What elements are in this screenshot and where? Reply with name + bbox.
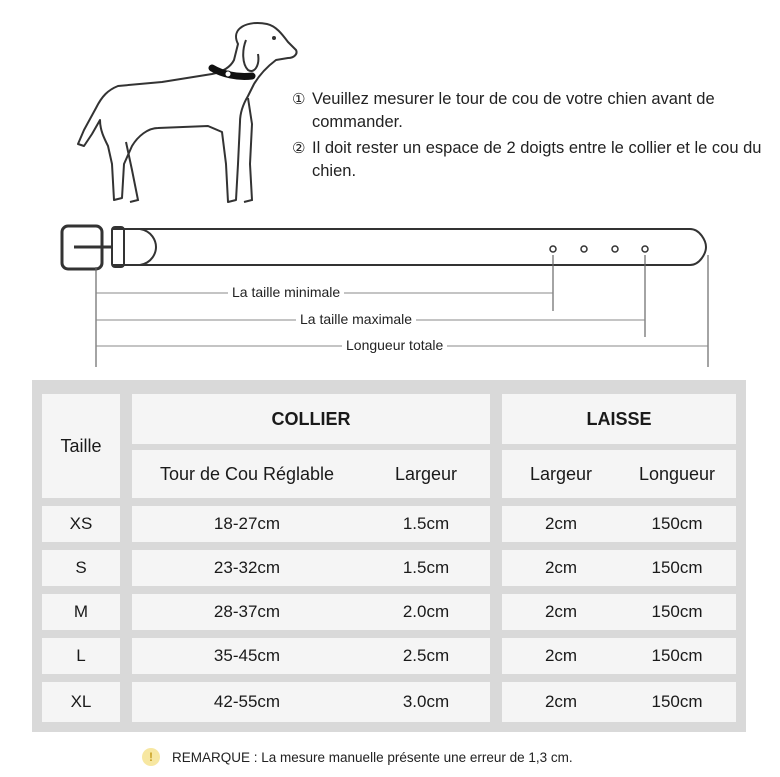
collar-width-value: 2.5cm xyxy=(402,646,450,665)
dog-illustration xyxy=(62,14,298,212)
collar-cells xyxy=(132,550,490,586)
instruction-number: ① xyxy=(292,91,306,108)
instruction-text: Il doit rester un espace de 2 doigts entre le collier et le cou du chien. xyxy=(312,139,762,180)
instruction-1 xyxy=(292,88,762,134)
instructions xyxy=(292,88,762,186)
collar-cells xyxy=(132,638,490,674)
leash-cells xyxy=(502,506,736,542)
leash-cells xyxy=(502,594,736,630)
leash-width-value: 2cm xyxy=(544,558,578,577)
neck-value: 28-37cm xyxy=(213,602,281,621)
collar-cells xyxy=(132,506,490,542)
leash-length-header: Longueur xyxy=(638,463,716,484)
neck-value: 18-27cm xyxy=(213,514,281,533)
warning-icon: ! xyxy=(142,748,160,766)
remark-text: REMARQUE : La mesure manuelle présente une erreur de 1,3 cm. xyxy=(172,749,573,765)
size-cell: XL xyxy=(42,682,120,722)
leash-length-value: 150cm xyxy=(651,692,703,711)
leash-cells xyxy=(502,682,736,722)
leash-width-header: Largeur xyxy=(529,463,593,484)
leash-width-value: 2cm xyxy=(544,602,578,621)
instruction-2 xyxy=(292,137,762,183)
collar-header: COLLIER xyxy=(132,394,490,444)
measure-min-label: La taille minimale xyxy=(228,284,344,300)
collar-subheader-row xyxy=(132,450,490,498)
neck-value: 42-55cm xyxy=(213,692,281,711)
leash-width-value: 2cm xyxy=(544,692,578,711)
leash-subheader-row xyxy=(502,450,736,498)
collar-width-value: 3.0cm xyxy=(402,692,450,711)
size-header: Taille xyxy=(42,394,120,498)
leash-cells xyxy=(502,638,736,674)
collar-cells xyxy=(132,594,490,630)
leash-cells xyxy=(502,550,736,586)
collar-width-value: 1.5cm xyxy=(402,514,450,533)
leash-length-value: 150cm xyxy=(651,602,703,621)
size-table xyxy=(32,380,746,732)
instruction-text: Veuillez mesurer le tour de cou de votre chien avant de commander. xyxy=(312,90,715,131)
collar-cells xyxy=(132,682,490,722)
collar-width-value: 2.0cm xyxy=(402,602,450,621)
neck-value: 23-32cm xyxy=(213,558,281,577)
collar-width-header: Largeur xyxy=(394,463,458,484)
size-cell: M xyxy=(42,594,120,630)
instruction-number: ② xyxy=(292,140,306,157)
leash-length-value: 150cm xyxy=(651,646,703,665)
size-cell: XS xyxy=(42,506,120,542)
remark-note xyxy=(142,748,573,766)
size-cell: S xyxy=(42,550,120,586)
collar-neck-header: Tour de Cou Réglable xyxy=(159,463,335,484)
neck-value: 35-45cm xyxy=(213,646,281,665)
size-cell: L xyxy=(42,638,120,674)
leash-header: LAISSE xyxy=(502,394,736,444)
measure-max-label: La taille maximale xyxy=(296,311,416,327)
leash-length-value: 150cm xyxy=(651,558,703,577)
collar-width-value: 1.5cm xyxy=(402,558,450,577)
leash-width-value: 2cm xyxy=(544,514,578,533)
leash-width-value: 2cm xyxy=(544,646,578,665)
measure-total-label: Longueur totale xyxy=(342,337,447,353)
leash-length-value: 150cm xyxy=(651,514,703,533)
